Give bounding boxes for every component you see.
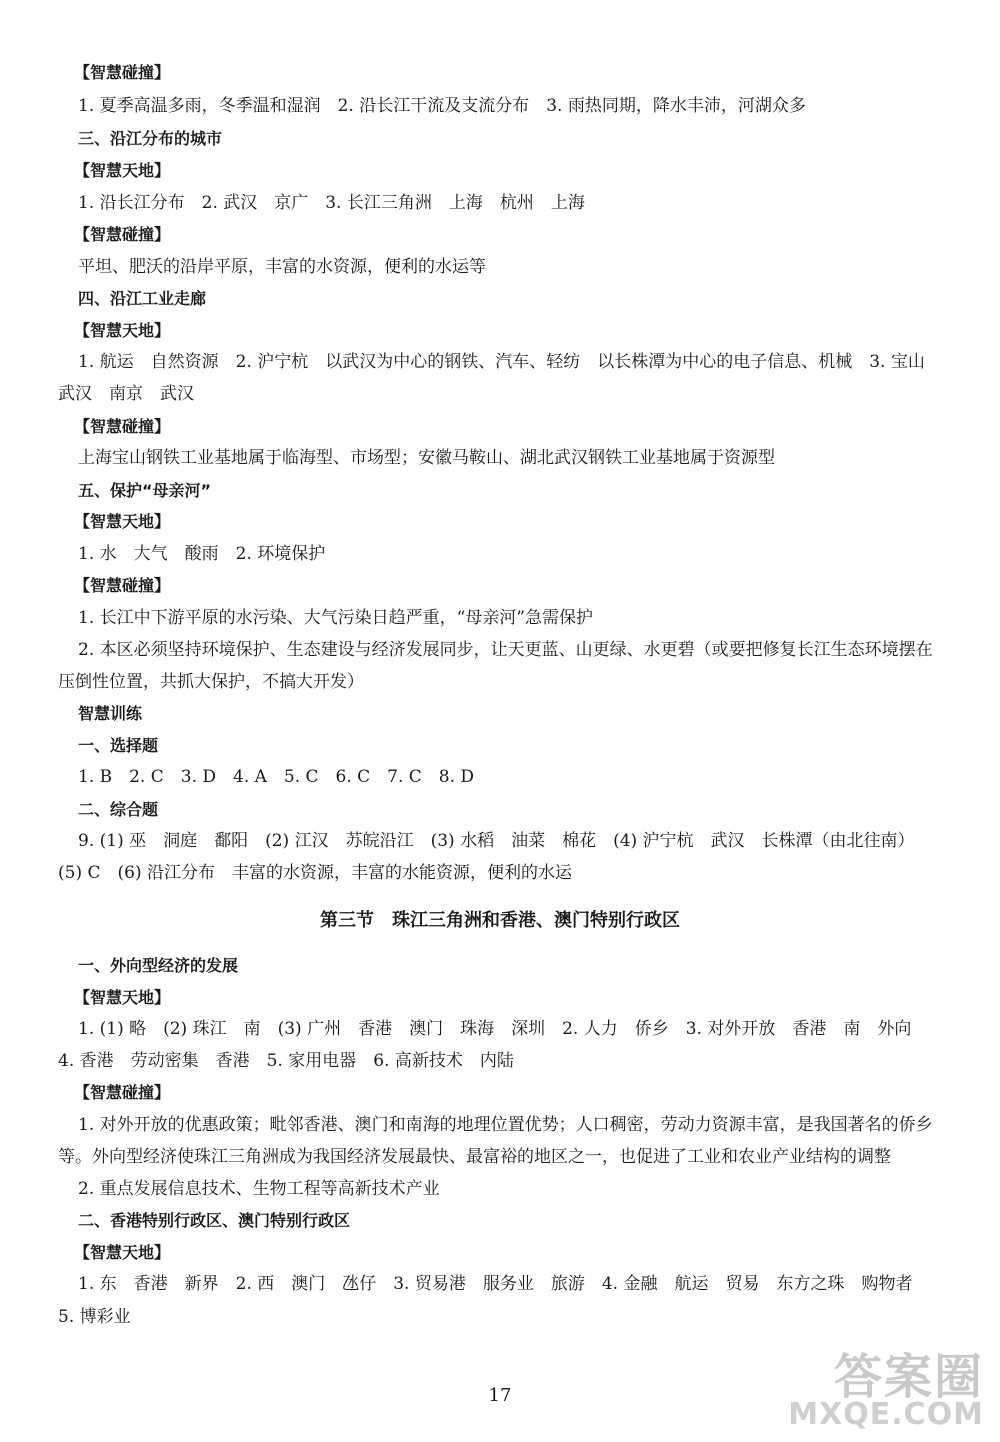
answer-line: 1. 水 大气 酸雨 2. 环境保护 (78, 544, 326, 564)
section-tag: 【智慧碰撞】 (74, 576, 171, 595)
answer-line: 9. (1) 巫 洞庭 鄱阳 (2) 江汉 苏皖沿江 (3) 水稻 油菜 棉花 (4) 沪宁杭 武汉 长株潭（由北往南） (78, 831, 915, 851)
answer-line-continued: (5) C (6) 沿江分布 丰富的水资源，丰富的水能资源，便利的水运 (58, 863, 572, 883)
section-heading: 二、综合题 (78, 800, 159, 819)
answer-line-continued: 等。外向型经济使珠江三角洲成为我国经济发展最快、最富裕的地区之一，也促进了工业和农业产业结构的调整 (58, 1147, 891, 1167)
answer-line: 1. 对外开放的优惠政策；毗邻香港、澳门和南海的地理位置优势；人口稠密，劳动力资源丰富，是我国著名的侨乡 (78, 1115, 933, 1135)
watermark-site: MXQE.COM (788, 1397, 984, 1432)
answer-line: 平坦、肥沃的沿岸平原，丰富的水资源，便利的水运等 (78, 257, 486, 277)
section-heading: 四、沿江工业走廊 (78, 289, 207, 308)
section-heading: 智慧训练 (78, 704, 143, 723)
watermark-logo (788, 1338, 990, 1434)
section-heading: 二、香港特别行政区、澳门特别行政区 (78, 1211, 351, 1230)
watermark-text: 答案圈 (833, 1349, 984, 1405)
answer-line-continued: 5. 博彩业 (58, 1307, 131, 1327)
section-tag: 【智慧天地】 (74, 161, 171, 180)
section-tag: 【智慧碰撞】 (74, 1083, 171, 1102)
answer-line: 1. 沿长江分布 2. 武汉 京广 3. 长江三角洲 上海 杭州 上海 (78, 193, 585, 213)
answer-line: 2. 重点发展信息技术、生物工程等高新技术产业 (78, 1179, 440, 1199)
section-tag: 【智慧碰撞】 (74, 417, 171, 436)
page-number: 17 (488, 1385, 512, 1406)
answer-line-continued: 压倒性位置，共抓大保护，不搞大开发） (58, 672, 364, 692)
answer-line-continued: 4. 香港 劳动密集 香港 5. 家用电器 6. 高新技术 内陆 (58, 1051, 514, 1071)
answer-line: 上海宝山钢铁工业基地属于临海型、市场型；安徽马鞍山、湖北武汉钢铁工业基地属于资源型 (78, 448, 775, 468)
answer-line: 1. 航运 自然资源 2. 沪宁杭 以武汉为中心的钢铁、汽车、轻纺 以长株潭为中心的电子信息、机械 3. 宝山 (78, 352, 925, 372)
section-tag: 【智慧碰撞】 (74, 63, 171, 82)
section-heading: 三、沿江分布的城市 (78, 129, 223, 148)
section-tag: 【智慧天地】 (74, 512, 171, 531)
chapter-title: 第三节 珠江三角洲和香港、澳门特别行政区 (320, 910, 680, 931)
section-tag: 【智慧碰撞】 (74, 225, 171, 244)
section-heading: 一、选择题 (78, 736, 159, 755)
answer-line: 1. (1) 略 (2) 珠江 南 (3) 广州 香港 澳门 珠海 深圳 2. 人力 侨乡 3. 对外开放 香港 南 外向 (78, 1019, 912, 1039)
section-tag: 【智慧天地】 (74, 988, 171, 1007)
section-heading: 一、外向型经济的发展 (78, 956, 239, 975)
answer-line: 1. B 2. C 3. D 4. A 5. C 6. C 7. C 8. D (78, 767, 475, 787)
answer-line: 2. 本区必须坚持环境保护、生态建设与经济发展同步，让天更蓝、山更绿、水更碧（或要把修复长江生态环境摆在 (78, 640, 933, 660)
section-tag: 【智慧天地】 (74, 321, 171, 340)
answer-line: 1. 长江中下游平原的水污染、大气污染日趋严重，“母亲河”急需保护 (78, 608, 594, 628)
answer-line: 1. 夏季高温多雨，冬季温和湿润 2. 沿长江干流及支流分布 3. 雨热同期，降水丰沛，河湖众多 (78, 96, 806, 116)
section-heading: 五、保护“母亲河” (78, 481, 212, 500)
answer-line: 1. 东 香港 新界 2. 西 澳门 氹仔 3. 贸易港 服务业 旅游 4. 金融 航运 贸易 东方之珠 购物者 (78, 1274, 913, 1294)
section-tag: 【智慧天地】 (74, 1243, 171, 1262)
answer-line-continued: 武汉 南京 武汉 (58, 384, 194, 404)
